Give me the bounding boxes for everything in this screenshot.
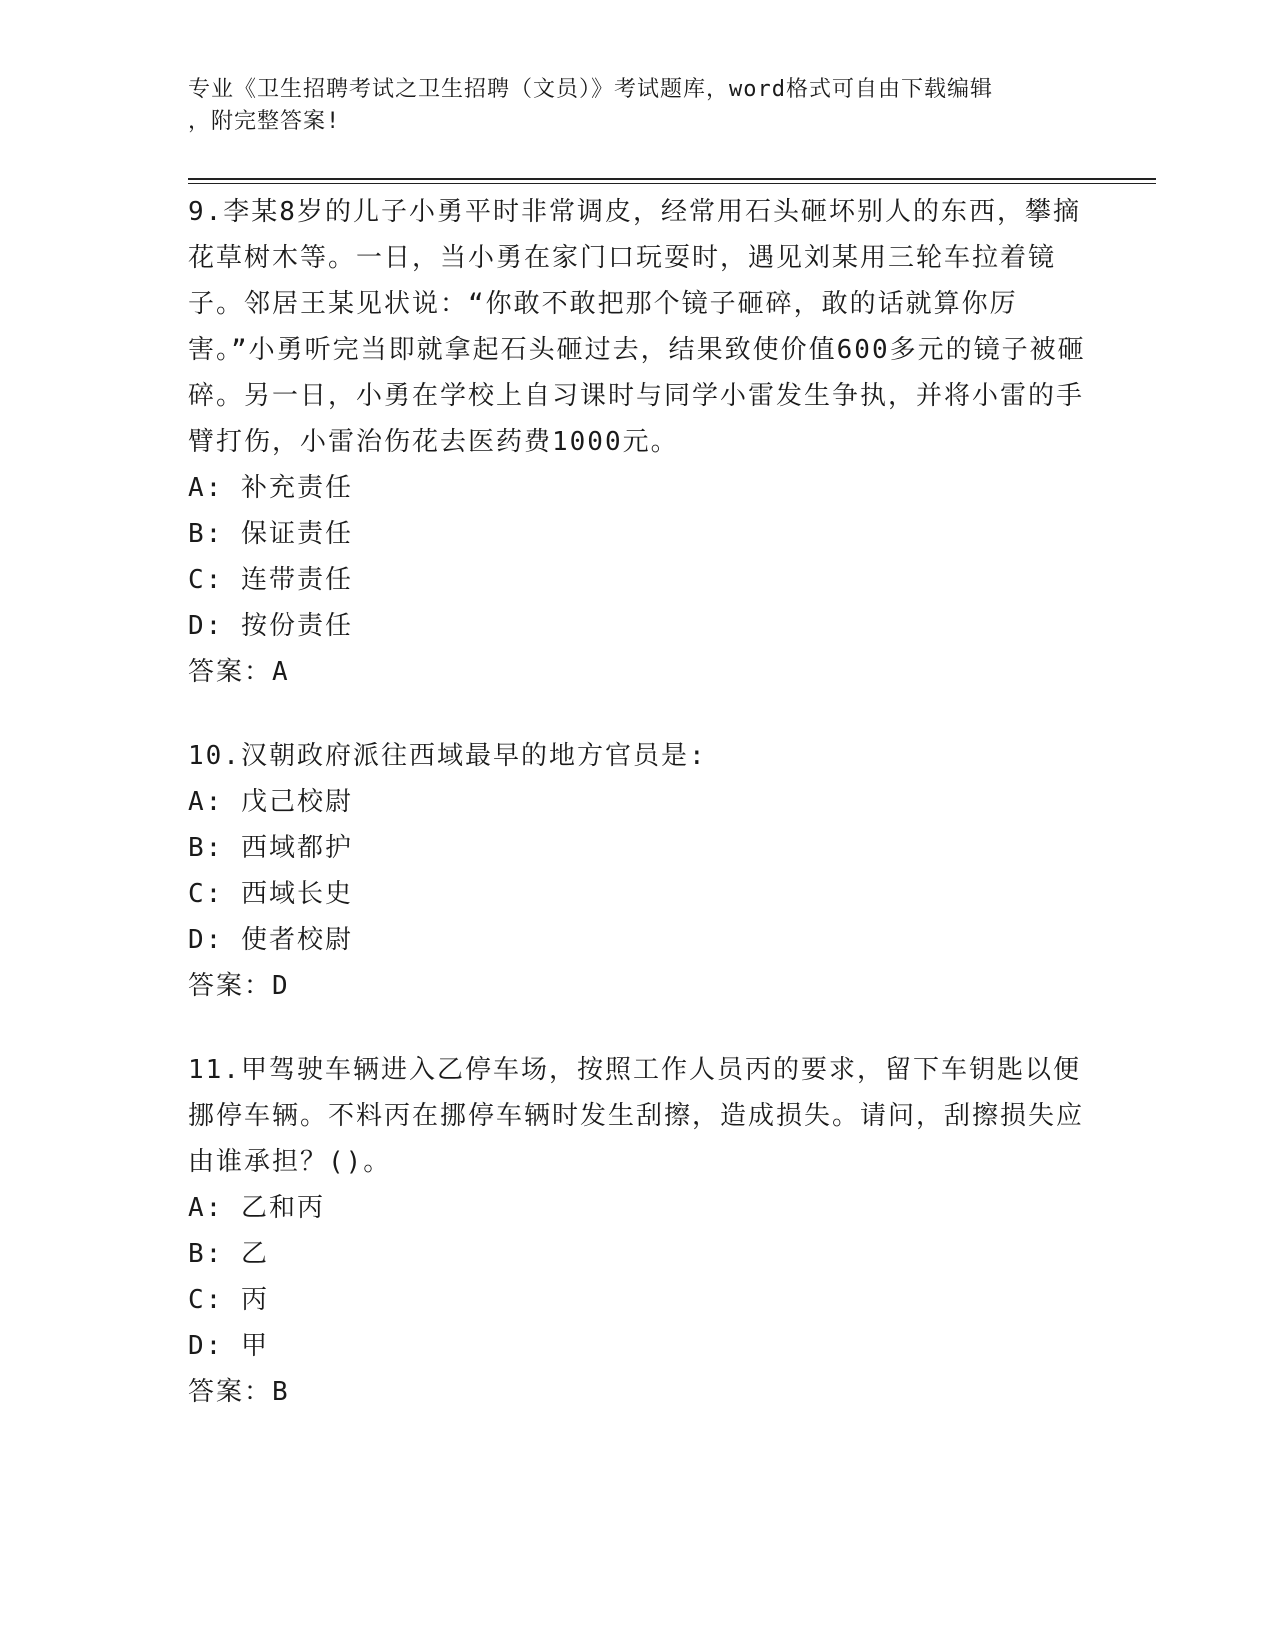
option-b: B: 保证责任 bbox=[188, 519, 353, 549]
question-text: 11.甲驾驶车辆进入乙停车场，按照工作人员丙的要求，留下车钥匙以便挪停车辆。不料丙在挪停车辆时发生刮擦，造成损失。请问，刮擦损失应由谁承担？()。 bbox=[188, 1055, 1085, 1177]
option-c: C: 丙 bbox=[188, 1285, 269, 1315]
question-11 bbox=[188, 1047, 1088, 1415]
header-divider-thin bbox=[188, 183, 1156, 184]
header-divider-thick bbox=[188, 178, 1156, 180]
question-9 bbox=[188, 189, 1088, 695]
option-a: A: 补充责任 bbox=[188, 473, 353, 503]
option-a: A: 乙和丙 bbox=[188, 1193, 325, 1223]
question-10 bbox=[188, 733, 1088, 1009]
option-b: B: 西域都护 bbox=[188, 833, 353, 863]
header-line-2: ，附完整答案! bbox=[188, 109, 341, 134]
option-c: C: 西域长史 bbox=[188, 879, 353, 909]
option-d: D: 使者校尉 bbox=[188, 925, 353, 955]
document-header bbox=[188, 74, 1068, 138]
header-line-1: 专业《卫生招聘考试之卫生招聘（文员）》考试题库，word格式可自由下载编辑 bbox=[188, 77, 993, 102]
answer: 答案：B bbox=[188, 1377, 290, 1407]
answer: 答案：D bbox=[188, 971, 290, 1001]
question-text: 9.李某8岁的儿子小勇平时非常调皮，经常用石头砸坏别人的东西，攀摘花草树木等。一日，当小勇在家门口玩耍时，遇见刘某用三轮车拉着镜子。邻居王某见状说：“你敢不敢把那个镜子砸碎，敢的话就算你厉害。”小勇听完当即就拿起石头砸过去，结果致使价值600多元的镜子被砸碎。另一日，小勇在学校上自习课时与同学小雷发生争执，并将小雷的手臂打伤，小雷治伤花去医药费1000元。 bbox=[188, 197, 1086, 457]
answer: 答案：A bbox=[188, 657, 290, 687]
question-text: 10.汉朝政府派往西域最早的地方官员是: bbox=[188, 741, 707, 771]
option-c: C: 连带责任 bbox=[188, 565, 353, 595]
option-a: A: 戊己校尉 bbox=[188, 787, 353, 817]
option-b: B: 乙 bbox=[188, 1239, 269, 1269]
option-d: D: 甲 bbox=[188, 1331, 269, 1361]
question-list bbox=[188, 189, 1088, 1453]
option-d: D: 按份责任 bbox=[188, 611, 353, 641]
